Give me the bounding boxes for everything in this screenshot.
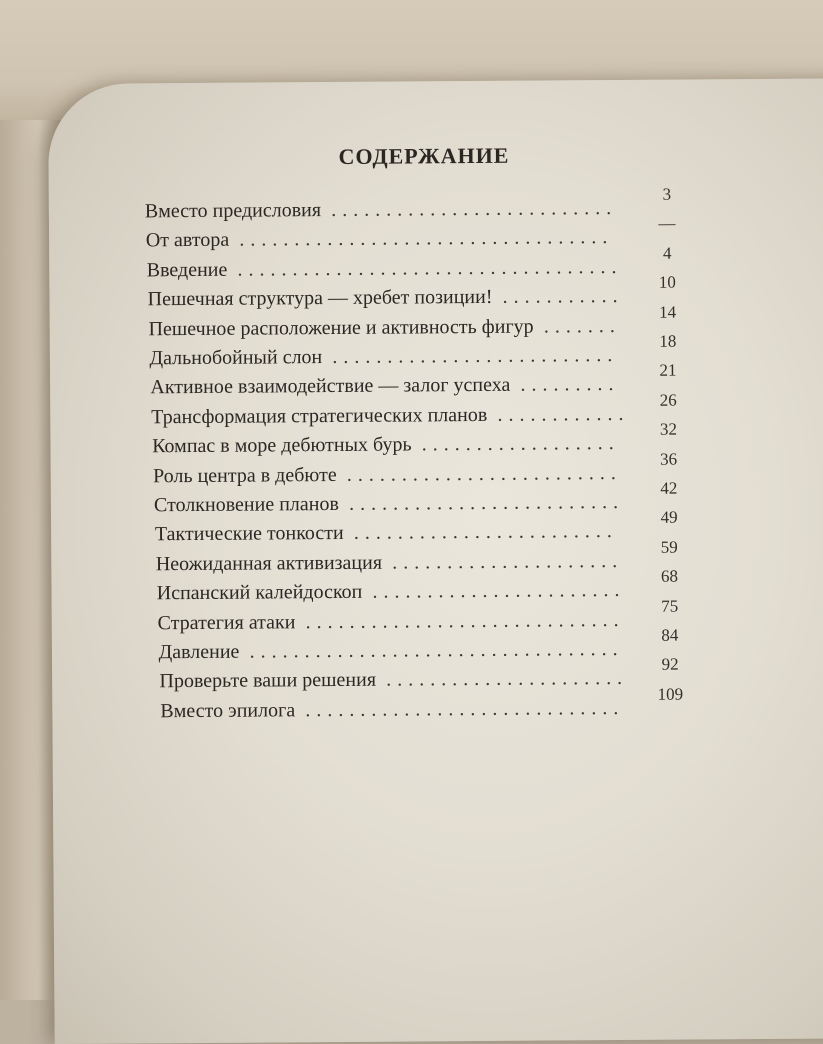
toc-leader-dots: ......................... [346, 461, 622, 486]
toc-leader-dots: ..................... [392, 549, 624, 574]
toc-heading: СОДЕРЖАНИЕ [338, 142, 510, 169]
toc-entry-page: 32 [659, 419, 677, 439]
toc-entry-page: 75 [661, 596, 679, 616]
toc-entry-page: 18 [659, 331, 677, 351]
toc-leader-dots: ........... [502, 285, 624, 309]
toc-leader-dots: .................................. [239, 226, 614, 252]
toc-leader-dots: .......................... [332, 344, 619, 369]
toc-entry-title: Роль центра в дебюте [153, 463, 337, 487]
toc-leader-dots: .......................... [331, 197, 618, 222]
toc-leader-dots: .................. [421, 432, 620, 456]
toc-leader-dots: ............ [497, 402, 630, 426]
toc-entry-title: Пешечное расположение и активность фигур [148, 315, 534, 340]
toc-entry-title: Вместо предисловия [144, 199, 322, 223]
toc-entry-title: Проверьте ваши решения [159, 669, 377, 693]
toc-entry-page: 42 [660, 478, 678, 498]
toc-leader-dots: ............................. [305, 608, 625, 633]
toc-leader-dots: .................................. [249, 637, 624, 663]
toc-entry-title: Активное взаимодействие — залог успеха [150, 374, 511, 399]
toc-entry-title: Трансформация стратегических планов [151, 403, 488, 429]
toc-entry-title: Тактические тонкости [154, 522, 344, 546]
toc-entry-page: 26 [659, 390, 677, 410]
toc-leader-dots: ....... [543, 314, 621, 338]
toc-entry-page: 59 [660, 537, 678, 557]
toc-entry-title: Давление [158, 640, 240, 664]
toc-leader-dots: ................................... [237, 255, 623, 281]
toc-entry-title: Неожиданная активизация [155, 551, 383, 576]
toc-entry-page: 10 [658, 272, 676, 292]
toc-entry-page: 49 [660, 508, 678, 528]
toc-leader-dots: ....................... [372, 579, 626, 603]
toc-leader-dots: ...................... [386, 667, 629, 692]
toc-entry-page: 109 [657, 684, 684, 704]
toc-entry-page: 84 [661, 625, 679, 645]
toc-leader-dots: ............................. [305, 696, 625, 722]
toc-leader-dots: ......... [520, 373, 620, 397]
toc-entry-title: Компас в море дебютных бурь [152, 433, 412, 458]
toc-entry-title: От автора [145, 229, 230, 252]
toc-entry-title: Пешечная структура — хребет позиции! [147, 286, 493, 311]
toc-leader-dots: ......................... [348, 490, 625, 515]
toc-entry-title: Введение [146, 258, 228, 282]
toc-entry-title: Стратегия атаки [157, 610, 296, 634]
toc-entry-title: Столкновение планов [153, 492, 339, 517]
book-page [48, 78, 823, 1044]
toc-entry-page: 92 [661, 655, 679, 675]
toc-entry-page: 68 [660, 566, 679, 586]
toc-entry-title: Испанский калейдоскоп [156, 581, 363, 605]
toc-entry-page: 4 [662, 243, 672, 263]
toc-entry [52, 684, 692, 730]
toc-entry-page: 14 [659, 302, 677, 322]
toc-entry-page: 3 [662, 184, 672, 204]
toc-entry-title: Вместо эпилога [160, 699, 296, 723]
toc-entry-title: Дальнобойный слон [149, 346, 323, 370]
toc-entry-page: 36 [660, 449, 678, 469]
toc-leader-dots: ........................ [353, 520, 618, 545]
toc-entry-page: 21 [659, 361, 677, 381]
toc-entry-page: — [658, 214, 676, 234]
